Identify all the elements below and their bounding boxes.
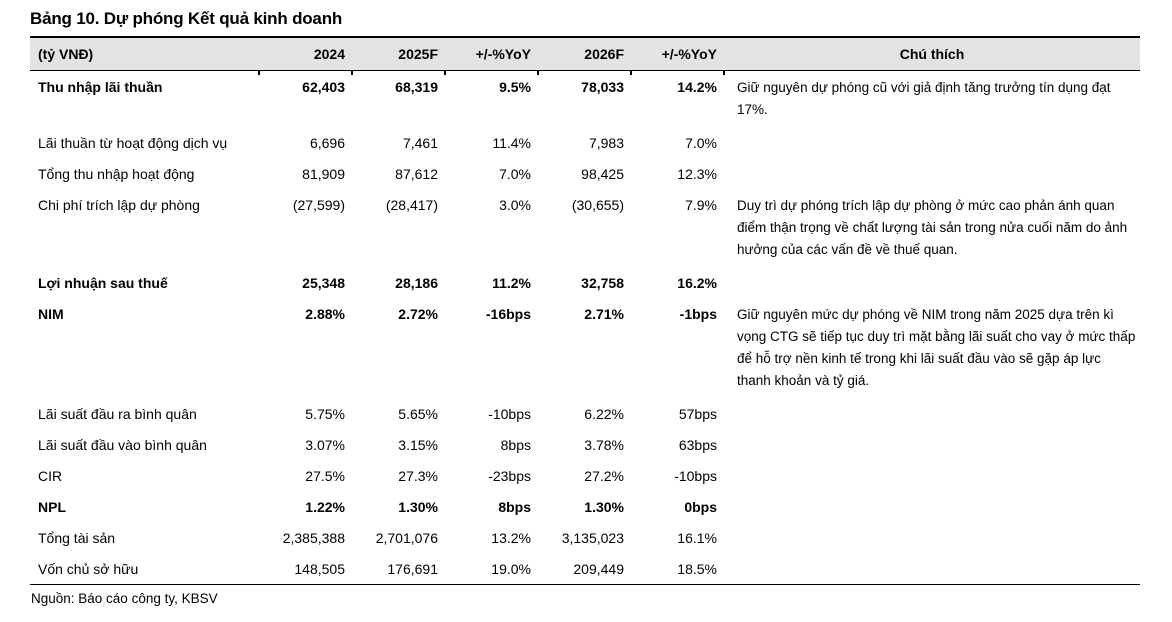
cell-value: 3.78% (584, 437, 624, 453)
cell-note (724, 267, 1140, 298)
cell-value: 3.07% (305, 437, 345, 453)
cell-value: 7.0% (499, 166, 531, 182)
table-title: Bảng 10. Dự phóng Kết quả kinh doanh (30, 9, 343, 28)
table-row (30, 267, 1140, 298)
cell-value: (27,599) (292, 197, 345, 213)
cell-value: 176,691 (387, 561, 438, 577)
cell-value: 8bps (498, 499, 531, 515)
cell-value: 27.5% (305, 468, 345, 484)
row-label: Lãi thuần từ hoạt động dịch vụ (38, 135, 228, 151)
cell-note (724, 522, 1140, 553)
cell-note (724, 491, 1140, 522)
cell-value: 7,983 (588, 135, 624, 151)
cell-note: Giữ nguyên dự phóng cũ với giả định tăng trưởng tín dụng đạt 17%. (737, 80, 1111, 117)
cell-value: 3.15% (398, 437, 438, 453)
cell-value: 12.3% (677, 166, 717, 182)
cell-value: 2,385,388 (282, 530, 345, 546)
col-header-2025f: 2025F (352, 37, 445, 71)
cell-value: 68,319 (395, 79, 438, 95)
cell-value: 148,505 (294, 561, 345, 577)
cell-value: (30,655) (571, 197, 624, 213)
row-label: Lãi suất đầu vào bình quân (38, 437, 207, 453)
row-label: Chi phí trích lập dự phòng (38, 197, 200, 213)
cell-value: 2.88% (305, 306, 345, 322)
cell-value: 5.75% (305, 406, 345, 422)
col-header-yoy-2026: +/-%YoY (631, 37, 724, 71)
forecast-table (30, 36, 1140, 585)
cell-value: 1.30% (398, 499, 438, 515)
table-header-row (30, 37, 1140, 71)
cell-value: 5.65% (398, 406, 438, 422)
cell-value: 7,461 (402, 135, 438, 151)
cell-value: 14.2% (677, 79, 717, 95)
cell-value: 7.0% (685, 135, 717, 151)
table-row (30, 298, 1140, 398)
source-note: Nguồn: Báo cáo công ty, KBSV (31, 591, 218, 606)
row-label: Tổng thu nhập hoạt động (38, 166, 195, 182)
cell-value: 98,425 (581, 166, 624, 182)
cell-value: 1.22% (305, 499, 345, 515)
cell-value: 78,033 (581, 79, 624, 95)
cell-value: 87,612 (395, 166, 438, 182)
table-row (30, 398, 1140, 429)
cell-value: 81,909 (302, 166, 345, 182)
cell-value: 2.71% (584, 306, 624, 322)
cell-value: -1bps (679, 306, 717, 322)
cell-value: -23bps (488, 468, 531, 484)
row-label: NIM (38, 306, 64, 322)
cell-note (724, 553, 1140, 585)
cell-value: 27.3% (398, 468, 438, 484)
cell-note (724, 398, 1140, 429)
table-row (30, 553, 1140, 585)
cell-value: 11.2% (492, 275, 531, 291)
table-header (30, 37, 1140, 71)
col-header-unit: (tỷ VNĐ) (30, 37, 259, 71)
cell-value: 1.30% (584, 499, 624, 515)
cell-value: -10bps (674, 468, 717, 484)
cell-value: 2.72% (398, 306, 438, 322)
table-body (30, 71, 1140, 585)
cell-value: 16.2% (677, 275, 717, 291)
cell-value: 27.2% (584, 468, 624, 484)
col-header-2026f: 2026F (538, 37, 631, 71)
cell-value: 8bps (500, 437, 531, 453)
cell-value: 6,696 (309, 135, 345, 151)
cell-note (724, 429, 1140, 460)
table-row (30, 127, 1140, 158)
cell-value: 57bps (678, 406, 717, 422)
col-header-2024: 2024 (259, 37, 352, 71)
row-label: Vốn chủ sở hữu (38, 561, 139, 577)
cell-value: 28,186 (395, 275, 438, 291)
cell-value: 16.1% (677, 530, 717, 546)
cell-value: 18.5% (677, 561, 717, 577)
cell-value: 63bps (678, 437, 717, 453)
cell-note (724, 127, 1140, 158)
cell-value: -16bps (485, 306, 531, 322)
cell-note (724, 158, 1140, 189)
cell-value: 9.5% (499, 79, 531, 95)
row-label: NPL (38, 499, 66, 515)
row-label: Lợi nhuận sau thuế (38, 275, 168, 291)
cell-note: Giữ nguyên mức dự phóng về NIM trong năm 2025 dựa trên kì vọng CTG sẽ tiếp tục duy trì mặt bằng lãi suất cho vay ở mức thấp để hỗ trợ nền kinh tế trong khi lãi suất đầu vào sẽ gặp áp lực thanh khoản và tỷ giá. (737, 307, 1136, 388)
cell-value: 7.9% (685, 197, 717, 213)
cell-value: 209,449 (573, 561, 624, 577)
cell-value: 6.22% (584, 406, 624, 422)
cell-value: 32,758 (581, 275, 624, 291)
cell-value: 19.0% (491, 561, 531, 577)
cell-value: 2,701,076 (375, 530, 438, 546)
cell-value: 25,348 (302, 275, 345, 291)
col-header-note: Chú thích (724, 37, 1140, 71)
table-row (30, 158, 1140, 189)
cell-value: 0bps (684, 499, 717, 515)
row-label: Tổng tài sản (38, 530, 116, 546)
cell-value: (28,417) (385, 197, 438, 213)
cell-value: 3,135,023 (561, 530, 624, 546)
cell-value: 3.0% (499, 197, 531, 213)
row-label: Thu nhập lãi thuần (38, 79, 163, 95)
cell-value: 13.2% (491, 530, 531, 546)
table-row (30, 522, 1140, 553)
table-row (30, 429, 1140, 460)
cell-note (724, 460, 1140, 491)
table-row (30, 71, 1140, 128)
table-row (30, 189, 1140, 267)
table-row (30, 491, 1140, 522)
cell-note: Duy trì dự phóng trích lập dự phòng ở mức cao phản ánh quan điểm thận trọng về chất lượng tài sản trong nửa cuối năm do ảnh hưởng của các vấn đề về thuế quan. (737, 198, 1128, 257)
row-label: Lãi suất đầu ra bình quân (38, 406, 197, 422)
cell-value: 11.4% (492, 135, 531, 151)
table-row (30, 460, 1140, 491)
cell-value: 62,403 (302, 79, 345, 95)
cell-value: -10bps (488, 406, 531, 422)
row-label: CIR (38, 468, 63, 484)
col-header-yoy-2025: +/-%YoY (445, 37, 538, 71)
